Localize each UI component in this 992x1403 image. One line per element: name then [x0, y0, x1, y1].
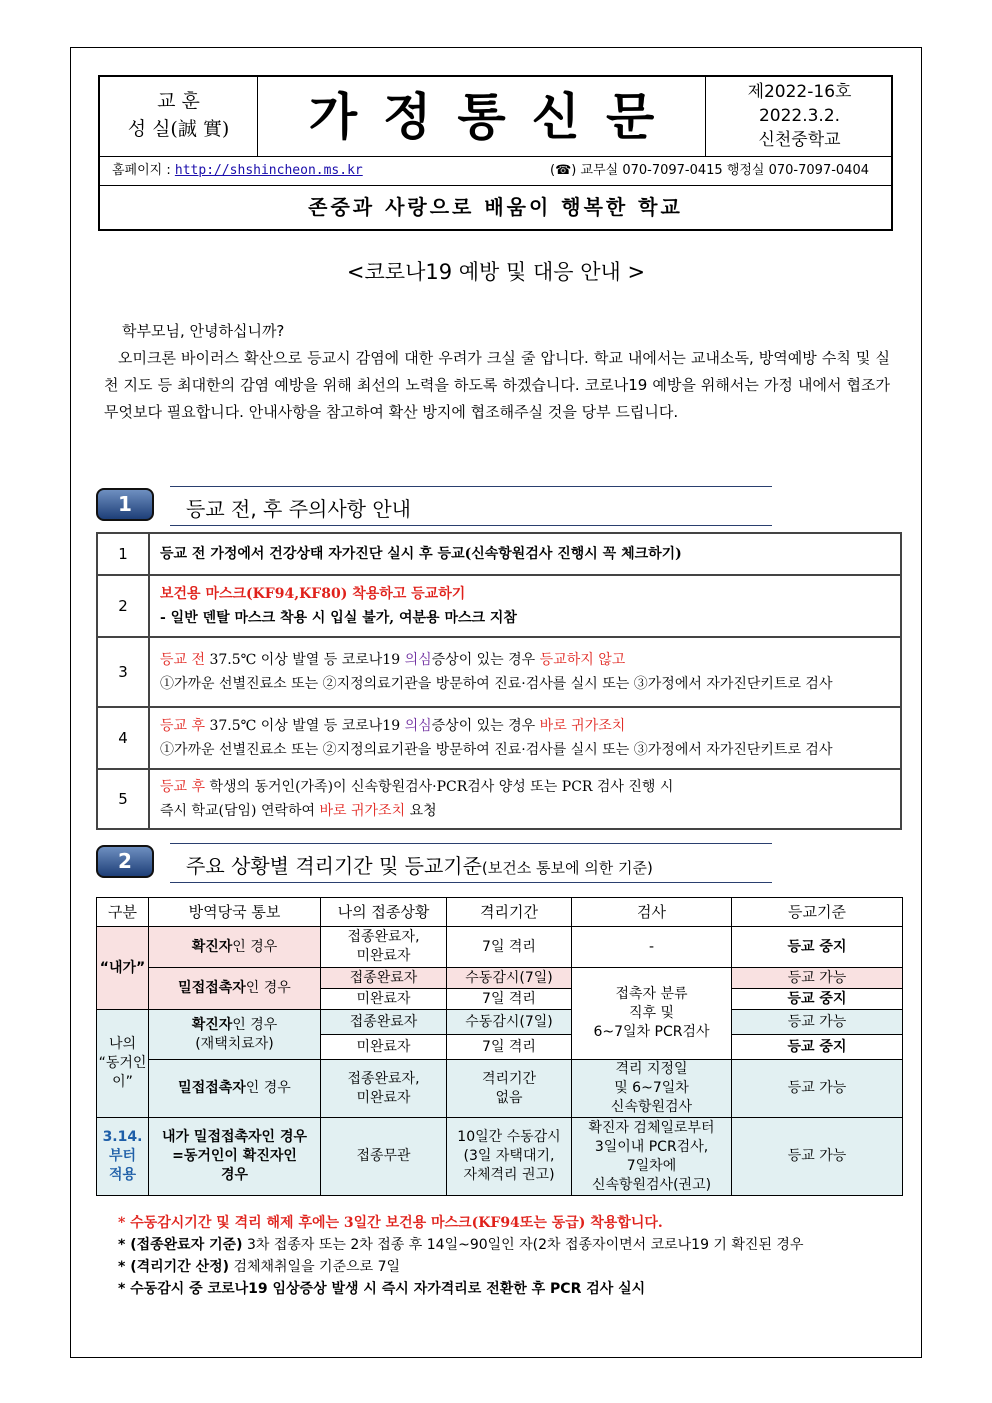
phone-numbers: (☎) 교무실 070-7097-0415 행정실 070-7097-0404 — [550, 163, 869, 178]
cell-line: (3일 자택대기, — [463, 1148, 555, 1164]
plain-text: 3차 접종자 또는 2차 접종 후 14일~90일인 자(2차 접종자이면서 코로나19 기 확진된 경우 — [242, 1237, 804, 1253]
cell-line: 격리 지정일 — [615, 1061, 688, 1077]
cell-line: 자체격리 권고) — [463, 1167, 555, 1183]
section-title: 등교 전, 후 주의사항 안내 — [186, 497, 411, 521]
table-row — [97, 1118, 903, 1196]
footnote — [118, 1256, 803, 1278]
row-line — [160, 799, 890, 823]
row-text — [149, 637, 901, 707]
footnote — [118, 1234, 803, 1256]
highlight-text: 의심 — [404, 718, 432, 734]
cell-line: 접촉자 분류 — [615, 986, 688, 1002]
row-line: ①가까운 선별진료소 또는 ②지정의료기관을 방문하여 진료·검사를 실시 또는 ③가정에서 자가진단키트로 검사 — [160, 676, 833, 692]
cell-line: 10일간 수동감시 — [457, 1129, 561, 1145]
column-header: 구분 — [97, 898, 149, 927]
masthead-title: 가정통신문 — [258, 77, 706, 157]
highlight-text: 바로 귀가조치 — [539, 718, 626, 734]
isolation-cell: 7일 격리 — [447, 1035, 572, 1060]
test-cell — [572, 1060, 732, 1118]
footnotes — [118, 1212, 803, 1300]
cell-line: 신속항원검사 — [610, 1099, 693, 1115]
school-status-cell: 등교 가능 — [732, 1118, 903, 1196]
isolation-cell: 7일 격리 — [447, 927, 572, 968]
section-title-suffix: (보건소 통보에 의한 기준) — [481, 859, 653, 877]
highlight-text: 등교 후 — [160, 779, 206, 795]
cell-line: 미완료자 — [356, 948, 411, 964]
row-line: ①가까운 선별진료소 또는 ②지정의료기관을 방문하여 진료·검사를 실시 또는 ③가정에서 자가진단키트로 검사 — [160, 742, 833, 758]
highlight-text: 등교 후 — [160, 718, 206, 734]
intro-text — [104, 318, 890, 426]
table-row — [97, 927, 903, 968]
footnote: * 수동감시 중 코로나19 임상증상 발생 시 즉시 자가격리로 전환한 후 PCR 검사 실시 — [118, 1281, 646, 1297]
school-motto — [100, 77, 258, 157]
cell-line: 신속항원검사(권고) — [591, 1176, 712, 1193]
column-header: 검사 — [572, 898, 732, 927]
table-row — [97, 707, 901, 769]
quarantine-table — [96, 897, 903, 1196]
bold-text: 확진자 — [191, 938, 233, 955]
issue-date: 2022.3.2. — [758, 106, 841, 126]
plain-text: 증상이 있는 경우 — [431, 718, 540, 734]
highlight-text: 바로 귀가조치 — [319, 803, 406, 819]
row-line — [160, 714, 890, 738]
table-row — [97, 533, 901, 575]
row-number: 4 — [97, 707, 149, 769]
table-row — [97, 575, 901, 637]
cell-line: 나의 — [108, 1036, 137, 1052]
precautions-table — [96, 532, 902, 830]
contact-row — [100, 157, 891, 186]
section-title-main: 주요 상황별 격리기간 및 등교기준 — [186, 854, 482, 878]
intro-body: 오미크론 바이러스 확산으로 등교시 감염에 대한 우려가 크실 줄 압니다. 학교 내에서는 교내소독, 방역예방 수칙 및 실천 지도 등 최대한의 감염 예방을 위해 최선의 노력을 하도록 하겠습니다. 코로나19 예방을 위해서는 가정 내에서 협조가 무엇보다 필요합니다. 안내사항을 참고하여 확산 방지에 협조해주실 것을 당부 드립니다. — [104, 349, 890, 421]
school-status-cell: 등교 가능 — [732, 1060, 903, 1118]
plain-text: 증상이 있는 경우 — [431, 652, 540, 668]
section-divider — [170, 486, 772, 487]
notice-cell — [149, 968, 321, 1010]
issue-info — [706, 77, 893, 157]
row-number: 3 — [97, 637, 149, 707]
bold-text: * (격리기간 산정) — [118, 1259, 230, 1275]
cell-line: 확진자 검체일로부터 — [588, 1119, 715, 1136]
plain-text: 학생의 동거인(가족)이 신속항원검사·PCR검사 양성 또는 PCR 검사 진행 시 — [205, 779, 674, 795]
row-number: 1 — [97, 533, 149, 575]
cell-line: 접종완료자, — [347, 1070, 420, 1087]
row-line: 등교 전 가정에서 건강상태 자가진단 실시 후 등교(신속항원검사 진행시 꼭 체크하기) — [160, 546, 682, 562]
row-number: 5 — [97, 769, 149, 829]
row-line — [160, 775, 890, 799]
school-name: 신천중학교 — [758, 130, 841, 150]
section-1-heading — [96, 486, 772, 526]
isolation-cell: 수동감시(7일) — [447, 1010, 572, 1035]
cell-line: =동거인이 확진자인 — [172, 1148, 297, 1164]
isolation-cell — [447, 1118, 572, 1196]
bold-text: 밀접접촉자 — [178, 1080, 246, 1096]
school-status-cell: 등교 중지 — [732, 989, 903, 1010]
section-number-badge: 1 — [96, 488, 154, 521]
row-number: 2 — [97, 575, 149, 637]
cell-line: 3일이내 PCR검사, — [594, 1138, 709, 1155]
cell-line: (재택치료자) — [195, 1035, 274, 1052]
notice-cell — [149, 1010, 321, 1060]
cell-line: 접종완료자, — [347, 929, 420, 945]
notice-cell — [149, 927, 321, 968]
cell-line: 부터 — [108, 1148, 137, 1164]
table-row — [97, 637, 901, 707]
cell-line: 경우 — [220, 1167, 249, 1183]
greeting: 학부모님, 안녕하십니까? — [122, 322, 285, 340]
notice-title: <코로나19 예방 및 대응 안내 > — [346, 260, 646, 284]
section-divider — [170, 525, 772, 526]
homepage-link[interactable]: http://shshincheon.ms.kr — [174, 163, 363, 178]
vaccination-cell: 접종무관 — [321, 1118, 447, 1196]
cell-line: 격리기간 — [481, 1070, 537, 1087]
notice-cell — [149, 1060, 321, 1118]
test-cell — [572, 968, 732, 1060]
row-text — [149, 707, 901, 769]
table-row — [97, 1010, 903, 1035]
notice-cell — [149, 1118, 321, 1196]
newsletter-header — [98, 75, 893, 231]
cell-line: “동거인이” — [98, 1055, 147, 1090]
row-text — [149, 769, 901, 829]
school-status-cell: 등교 가능 — [732, 1010, 903, 1035]
school-slogan: 존중과 사랑으로 배움이 행복한 학교 — [308, 195, 683, 219]
test-cell: - — [572, 927, 732, 968]
vaccination-cell — [321, 927, 447, 968]
vaccination-cell: 접종완료자 — [321, 968, 447, 989]
cell-line: 없음 — [495, 1089, 523, 1106]
footnote: * 수동감시기간 및 격리 해제 후에는 3일간 보건용 마스크(KF94또는 동급) 착용합니다. — [118, 1215, 663, 1231]
row-line — [160, 648, 890, 672]
school-status-cell: 등교 중지 — [732, 927, 903, 968]
test-cell — [572, 1118, 732, 1196]
group-family — [97, 1010, 149, 1118]
isolation-cell — [447, 1060, 572, 1118]
cell-line — [149, 1016, 320, 1035]
cell-line: 내가 밀접접촉자인 경우 — [162, 1129, 307, 1145]
column-header: 나의 접종상황 — [321, 898, 447, 927]
plain-text: 요청 — [405, 803, 437, 819]
row-line: - 일반 덴탈 마스크 착용 시 입실 불가, 여분용 마스크 지참 — [160, 610, 517, 626]
group-self: “내가” — [97, 927, 149, 1010]
row-line: 보건용 마스크(KF94,KF80) 착용하고 등교하기 — [160, 586, 466, 602]
section-number-badge: 2 — [96, 845, 154, 878]
table-row — [97, 1060, 903, 1118]
cell-line: 직후 및 — [628, 1005, 675, 1021]
cell-line: 7일차에 — [626, 1157, 677, 1174]
table-row — [97, 769, 901, 829]
cell-line: 적용 — [108, 1167, 137, 1183]
table-header-row — [97, 898, 903, 927]
isolation-cell: 7일 격리 — [447, 989, 572, 1010]
plain-text: 즉시 학교(담임) 연락하여 — [160, 803, 320, 819]
section-2-heading — [96, 843, 772, 883]
section-divider — [170, 882, 772, 883]
plain-text: 인 경우 — [232, 938, 278, 955]
highlight-text: 등교하지 않고 — [539, 652, 626, 668]
plain-text: 인 경우 — [232, 1016, 278, 1033]
cell-line: 및 6~7일차 — [614, 1080, 689, 1096]
plain-text: 인 경우 — [245, 1080, 291, 1096]
cell-line: 6~7일차 PCR검사 — [593, 1024, 710, 1040]
column-header: 등교기준 — [732, 898, 903, 927]
row-text — [149, 533, 901, 575]
plain-text: 37.5℃ 이상 발열 등 코로나19 — [205, 718, 405, 734]
motto-value: 성 실(誠 實) — [127, 118, 230, 140]
motto-label: 교 훈 — [157, 90, 200, 112]
highlight-text: 등교 전 — [160, 652, 206, 668]
homepage-label: 홈페이지 : — [112, 163, 171, 178]
issue-number: 제2022-16호 — [747, 82, 852, 102]
cell-line: 미완료자 — [356, 1089, 411, 1106]
vaccination-cell — [321, 1060, 447, 1118]
school-status-cell: 등교 중지 — [732, 1035, 903, 1060]
bold-text: * (접종완료자 기준) — [118, 1237, 243, 1253]
vaccination-cell: 미완료자 — [321, 989, 447, 1010]
section-title — [186, 850, 653, 879]
bold-text: 확진자 — [191, 1016, 233, 1033]
column-header: 격리기간 — [447, 898, 572, 927]
row-text — [149, 575, 901, 637]
cell-line: 3.14. — [102, 1129, 143, 1145]
vaccination-cell: 접종완료자 — [321, 1010, 447, 1035]
school-status-cell: 등교 가능 — [732, 968, 903, 989]
bold-text: 밀접접촉자 — [178, 980, 246, 996]
highlight-text: 의심 — [404, 652, 432, 668]
header-top-row — [100, 77, 891, 157]
table-row — [97, 968, 903, 989]
plain-text: 인 경우 — [245, 980, 291, 996]
vaccination-cell: 미완료자 — [321, 1035, 447, 1060]
column-header: 방역당국 통보 — [149, 898, 321, 927]
isolation-cell: 수동감시(7일) — [447, 968, 572, 989]
plain-text: 37.5℃ 이상 발열 등 코로나19 — [205, 652, 405, 668]
plain-text: 검체채취일을 기준으로 7일 — [229, 1259, 401, 1275]
new-rule-cell — [97, 1118, 149, 1196]
section-divider — [170, 843, 772, 844]
